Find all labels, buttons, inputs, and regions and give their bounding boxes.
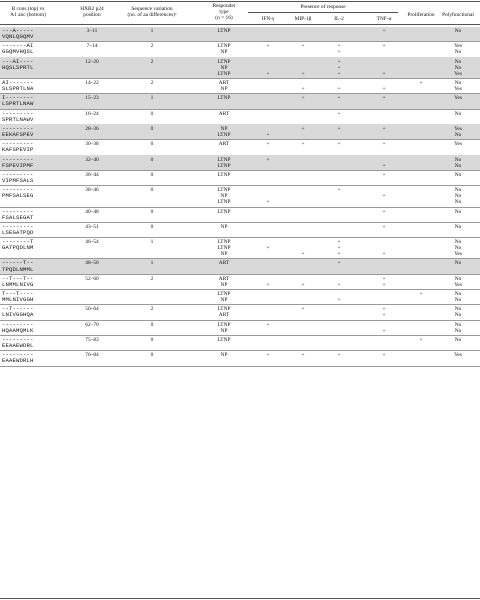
polyfunctional-value: Yes: [454, 352, 462, 359]
consensus-b-sequence: -------AI: [2, 42, 34, 50]
consensus-b-sequence: ------T--: [2, 259, 34, 267]
polyfunctional-value: Yes: [454, 86, 462, 93]
header-variation-line1: Sequence variation: [131, 6, 173, 12]
il2-response: +: [337, 141, 341, 148]
variation-count: 0: [150, 352, 154, 359]
responder-type: LTNP: [217, 162, 231, 169]
header-position: [80, 6, 104, 18]
polyfunctional-value: No: [454, 223, 462, 230]
header-responder-line3: (n = 16): [215, 15, 233, 22]
ancestral-a1-sequence: EEAAEWDRL: [2, 342, 34, 349]
tnf-response: +: [382, 171, 386, 178]
tnf-response: +: [382, 193, 386, 200]
header-responder-line1: Responder: [212, 3, 236, 9]
consensus-b-sequence: T---T----: [2, 290, 34, 298]
ifn-response: +: [266, 70, 270, 77]
tnf-response: +: [382, 208, 386, 215]
ifn-response: +: [266, 43, 270, 50]
polyfunctional-value: No: [454, 58, 462, 65]
header-variation-line2: (no. of aa differences)ᵃ: [127, 12, 177, 19]
polyfunctional-value: Yes: [454, 281, 462, 288]
polyfunctional-value: No: [454, 110, 462, 117]
p24-position: 12–20: [85, 58, 99, 65]
variation-count: 0: [150, 208, 154, 215]
row-divider: [0, 109, 480, 110]
p24-position: 48–56: [85, 260, 99, 267]
responder-type: NP: [220, 327, 228, 334]
header-responder: [212, 3, 235, 22]
il2-response: +: [337, 245, 341, 252]
polyfunctional-value: No: [454, 321, 462, 328]
tnf-response: +: [382, 28, 386, 35]
variation-count: 1: [150, 239, 154, 246]
il2-response: +: [337, 49, 341, 56]
row-shading: [0, 57, 480, 78]
p24-position: 40–48: [85, 208, 99, 215]
mip-response: +: [301, 306, 305, 313]
variation-count: 1: [150, 95, 154, 102]
variation-count: 1: [150, 28, 154, 35]
il2-response: +: [337, 125, 341, 132]
ancestral-a1-sequence: EAAEWDRLH: [2, 357, 34, 365]
row-divider: [0, 170, 480, 171]
consensus-b-sequence: ---------: [2, 170, 34, 178]
tnf-response: +: [382, 251, 386, 258]
il2-response: +: [337, 187, 341, 194]
responder-type: LTNP: [217, 239, 231, 246]
mip-response: +: [301, 352, 305, 359]
p24-position: 38–46: [85, 187, 99, 194]
tnf-response: +: [382, 141, 386, 148]
responder-type: LTNP: [217, 28, 231, 35]
mip-response: +: [301, 70, 305, 77]
il2-response: +: [337, 43, 341, 50]
p24-position: 16–24: [85, 110, 99, 117]
polyfunctional-value: Yes: [454, 141, 462, 148]
ancestral-a1-sequence: KAFSPEVIP: [2, 146, 34, 154]
responder-type: LTNP: [217, 156, 231, 163]
responder-type: LTNP: [217, 321, 231, 328]
mip-response: +: [301, 125, 305, 132]
header-mip: MIP-1β: [294, 16, 312, 22]
polyfunctional-value: No: [454, 49, 462, 56]
ancestral-a1-sequence: LNIVGGHQA: [2, 311, 34, 319]
responder-type: NP: [220, 49, 228, 56]
row-divider: [0, 185, 480, 186]
p24-position: 28–36: [85, 125, 99, 132]
header-presence: [300, 4, 345, 10]
ancestral-a1-sequence: LNMMLNIVG: [2, 280, 34, 288]
tnf-response: +: [382, 70, 386, 77]
polyfunctional-value: Yes: [454, 70, 462, 77]
row-divider: [0, 274, 480, 275]
presence-rule: [248, 12, 398, 13]
proliferation-response: +: [419, 336, 423, 343]
header-sequence: [10, 6, 46, 18]
row-divider: [0, 320, 480, 321]
p24-position: 76–84: [85, 352, 99, 359]
tnf-response: +: [382, 86, 386, 93]
il2-response: +: [337, 58, 341, 65]
tnf-response: +: [382, 125, 386, 132]
mip-response: +: [301, 43, 305, 50]
responder-type: ART: [218, 110, 230, 117]
responder-type: ART: [218, 80, 230, 87]
tnf-response: +: [382, 281, 386, 288]
ancestral-a1-sequence: LSPRTLNAW: [2, 100, 34, 108]
tnf-response: +: [382, 306, 386, 313]
mip-response: +: [301, 281, 305, 288]
header-sequence-line2: A1 anc (bottom): [10, 12, 46, 19]
polyfunctional-value: No: [454, 64, 462, 71]
polyfunctional-value: No: [454, 132, 462, 138]
row-divider: [0, 139, 480, 140]
tnf-response: +: [382, 95, 386, 102]
consensus-b-sequence: ---------: [2, 222, 34, 230]
ancestral-a1-sequence: MMLNIVGGH: [2, 296, 34, 304]
responder-type: ART: [218, 275, 230, 282]
il2-response: +: [337, 64, 341, 71]
polyfunctional-value: No: [454, 162, 462, 169]
ancestral-a1-sequence: GATPQDLNM: [2, 244, 34, 252]
p24-position: 75–83: [85, 336, 99, 343]
header-sequence-line1: B cons (top) vs: [11, 6, 45, 12]
ifn-response: +: [266, 156, 270, 163]
tnf-response: +: [382, 223, 386, 230]
p24-position: 7–14: [86, 43, 98, 50]
il2-response: +: [337, 95, 341, 102]
responder-type: NP: [220, 251, 228, 258]
row-divider: [0, 304, 480, 305]
p24-position: 14–22: [85, 80, 99, 87]
il2-response: +: [337, 70, 341, 77]
responder-type: LTNP: [217, 43, 231, 50]
responder-type: NP: [220, 223, 228, 230]
header-presence-label: Presence of response: [300, 4, 346, 10]
responder-type: NP: [220, 352, 228, 359]
polyfunctional-value: No: [454, 245, 462, 252]
bottom-rule: [0, 598, 480, 599]
header-il2: IL-2: [334, 16, 344, 22]
ancestral-a1-sequence: HQSLSPRTL: [2, 63, 34, 71]
consensus-b-sequence: AI-------: [2, 79, 34, 87]
variation-count: 0: [150, 187, 154, 194]
responder-type: ART: [218, 312, 230, 319]
row-divider: [0, 366, 480, 367]
row-divider: [0, 41, 480, 42]
variation-count: 2: [150, 306, 154, 313]
polyfunctional-value: No: [454, 327, 462, 334]
mip-response: +: [301, 95, 305, 102]
ancestral-a1-sequence: SLSPRTLNA: [2, 85, 34, 93]
ifn-response: +: [266, 352, 270, 359]
consensus-b-sequence: I--------: [2, 94, 34, 102]
ancestral-a1-sequence: LSEGATPQD: [2, 228, 34, 236]
polyfunctional-value: No: [454, 193, 462, 200]
tnf-response: +: [382, 352, 386, 359]
variation-count: 0: [150, 110, 154, 117]
ancestral-a1-sequence: EEKAFSPEV: [2, 131, 34, 138]
responder-type: LTNP: [217, 336, 231, 343]
polyfunctional-value: No: [454, 306, 462, 313]
responder-type: LTNP: [217, 199, 231, 206]
p24-position: 62–70: [85, 321, 99, 328]
ancestral-a1-sequence: TPQDLNMML: [2, 265, 34, 273]
variation-count: 2: [150, 275, 154, 282]
responder-type: NP: [220, 297, 228, 304]
ancestral-a1-sequence: HQAAMQMLK: [2, 326, 34, 334]
consensus-b-sequence: ---------: [2, 320, 34, 328]
consensus-b-sequence: ---------: [2, 109, 34, 117]
responder-type: LTNP: [217, 70, 231, 77]
responder-type: LTNP: [217, 58, 231, 65]
tnf-response: +: [382, 162, 386, 169]
p24-position: 30–38: [85, 141, 99, 148]
responder-type: LTNP: [217, 245, 231, 252]
p24-position: 46–54: [85, 239, 99, 246]
header-variation: [128, 6, 177, 18]
responder-type: NP: [220, 281, 228, 288]
polyfunctional-value: Yes: [454, 125, 462, 132]
header-tnf: TNF-α: [376, 16, 392, 22]
variation-count: 2: [150, 43, 154, 50]
responder-type: LTNP: [217, 291, 231, 298]
responder-type: LTNP: [217, 95, 231, 102]
responder-type: NP: [220, 193, 228, 200]
tnf-response: +: [382, 275, 386, 282]
tnf-response: +: [382, 327, 386, 334]
consensus-b-sequence: --T------: [2, 305, 34, 313]
responder-type: NP: [220, 86, 228, 93]
consensus-b-sequence: ---------: [2, 140, 34, 148]
consensus-b-sequence: --T---T--: [2, 274, 34, 282]
il2-response: +: [337, 86, 341, 93]
header-position-line2: position: [83, 12, 101, 19]
variation-count: 2: [150, 80, 154, 87]
top-rule: [0, 1, 480, 2]
variation-count: 0: [150, 223, 154, 230]
row-divider: [0, 335, 480, 336]
variation-count: 0: [150, 141, 154, 148]
p24-position: 3–11: [86, 28, 98, 35]
polyfunctional-value: Yes: [454, 43, 462, 50]
responder-type: LTNP: [217, 208, 231, 215]
variation-count: 0: [150, 156, 154, 163]
row-shading: [0, 27, 480, 42]
p24-position: 15–23: [85, 95, 99, 102]
il2-response: +: [337, 239, 341, 246]
variation-count: 0: [150, 125, 154, 132]
responder-type: LTNP: [217, 306, 231, 313]
responder-type: ART: [218, 260, 230, 267]
consensus-b-sequence: ---------: [2, 155, 34, 163]
p24-position: 43–51: [85, 223, 99, 230]
proliferation-response: +: [419, 80, 423, 87]
consensus-b-sequence: --------T: [2, 238, 34, 246]
row-divider: [0, 207, 480, 208]
polyfunctional-value: No: [454, 291, 462, 298]
header-bottom-rule: [0, 24, 480, 25]
row-divider: [0, 78, 480, 79]
polyfunctional-value: No: [454, 297, 462, 304]
polyfunctional-value: No: [454, 171, 462, 178]
proliferation-response: +: [419, 291, 423, 298]
il2-response: +: [337, 297, 341, 304]
polyfunctional-value: No: [454, 336, 462, 343]
ancestral-a1-sequence: FSALSEGAT: [2, 213, 34, 221]
row-divider: [0, 237, 480, 238]
p24-position: 36–44: [85, 171, 99, 178]
ifn-response: +: [266, 321, 270, 328]
responder-type: NP: [220, 64, 228, 71]
variation-count: 1: [150, 260, 154, 267]
p24-position: 32–40: [85, 156, 99, 163]
polyfunctional-value: No: [454, 28, 462, 35]
ifn-response: +: [266, 141, 270, 148]
header-position-line1: HXB2 p24: [80, 6, 104, 12]
mip-response: +: [301, 251, 305, 258]
il2-response: +: [337, 260, 341, 267]
ancestral-a1-sequence: SPRTLNAWV: [2, 115, 34, 123]
mip-response: +: [301, 141, 305, 148]
consensus-b-sequence: ---A-----: [2, 27, 34, 35]
tnf-response: +: [382, 312, 386, 319]
polyfunctional-value: No: [454, 156, 462, 163]
ancestral-a1-sequence: VQNLQGQMV: [2, 33, 34, 41]
polyfunctional-value: No: [454, 260, 462, 267]
il2-response: +: [337, 281, 341, 288]
ifn-response: +: [266, 281, 270, 288]
header-ifn: IFN-γ: [261, 16, 275, 22]
mip-response: +: [301, 86, 305, 93]
row-divider: [0, 350, 480, 351]
il2-response: +: [337, 251, 341, 258]
variation-count: 2: [150, 58, 154, 65]
polyfunctional-value: No: [454, 199, 462, 206]
variation-count: 0: [150, 336, 154, 343]
header-responder-line2: type: [219, 9, 229, 16]
consensus-b-sequence: ---------: [2, 124, 34, 132]
row-shading: [0, 124, 480, 139]
responder-type: LTNP: [217, 187, 231, 194]
row-divider: [0, 289, 480, 290]
ifn-response: +: [266, 245, 270, 252]
variation-count: 0: [150, 171, 154, 178]
ancestral-a1-sequence: PMFSALSEG: [2, 192, 34, 200]
ancestral-a1-sequence: FSPEVIPMF: [2, 161, 34, 169]
variation-count: 0: [150, 321, 154, 328]
header-proliferation: Proliferation: [407, 12, 435, 18]
row-shading: [0, 259, 480, 274]
responder-type: LTNP: [217, 171, 231, 178]
responder-type: LTNP: [217, 132, 231, 138]
polyfunctional-value: No: [454, 80, 462, 87]
ifn-response: +: [266, 132, 270, 138]
ancestral-a1-sequence: VIPMFSALS: [2, 176, 34, 184]
consensus-b-sequence: ---------: [2, 186, 34, 194]
polyfunctional-value: Yes: [454, 95, 462, 102]
header-polyfunctional: Polyfunctional: [442, 12, 474, 18]
row-shading: [0, 155, 480, 170]
consensus-b-sequence: ---------: [2, 351, 34, 359]
responder-type: NP: [220, 125, 228, 132]
ancestral-a1-sequence: GGQMVHQSL: [2, 48, 34, 56]
polyfunctional-value: Yes: [454, 251, 462, 258]
p24-position: 56–64: [85, 306, 99, 313]
row-shading: [0, 94, 480, 109]
polyfunctional-value: No: [454, 187, 462, 194]
il2-response: +: [337, 110, 341, 117]
p24-position: 52–60: [85, 275, 99, 282]
polyfunctional-value: No: [454, 239, 462, 246]
consensus-b-sequence: ---AI----: [2, 57, 34, 65]
row-divider: [0, 222, 480, 223]
consensus-b-sequence: ---------: [2, 335, 34, 343]
polyfunctional-value: No: [454, 208, 462, 215]
il2-response: +: [337, 352, 341, 359]
polyfunctional-value: No: [454, 275, 462, 282]
consensus-b-sequence: ---------: [2, 207, 34, 215]
responder-type: ART: [218, 141, 230, 148]
ifn-response: +: [266, 199, 270, 206]
tnf-response: +: [382, 43, 386, 50]
polyfunctional-value: No: [454, 312, 462, 319]
